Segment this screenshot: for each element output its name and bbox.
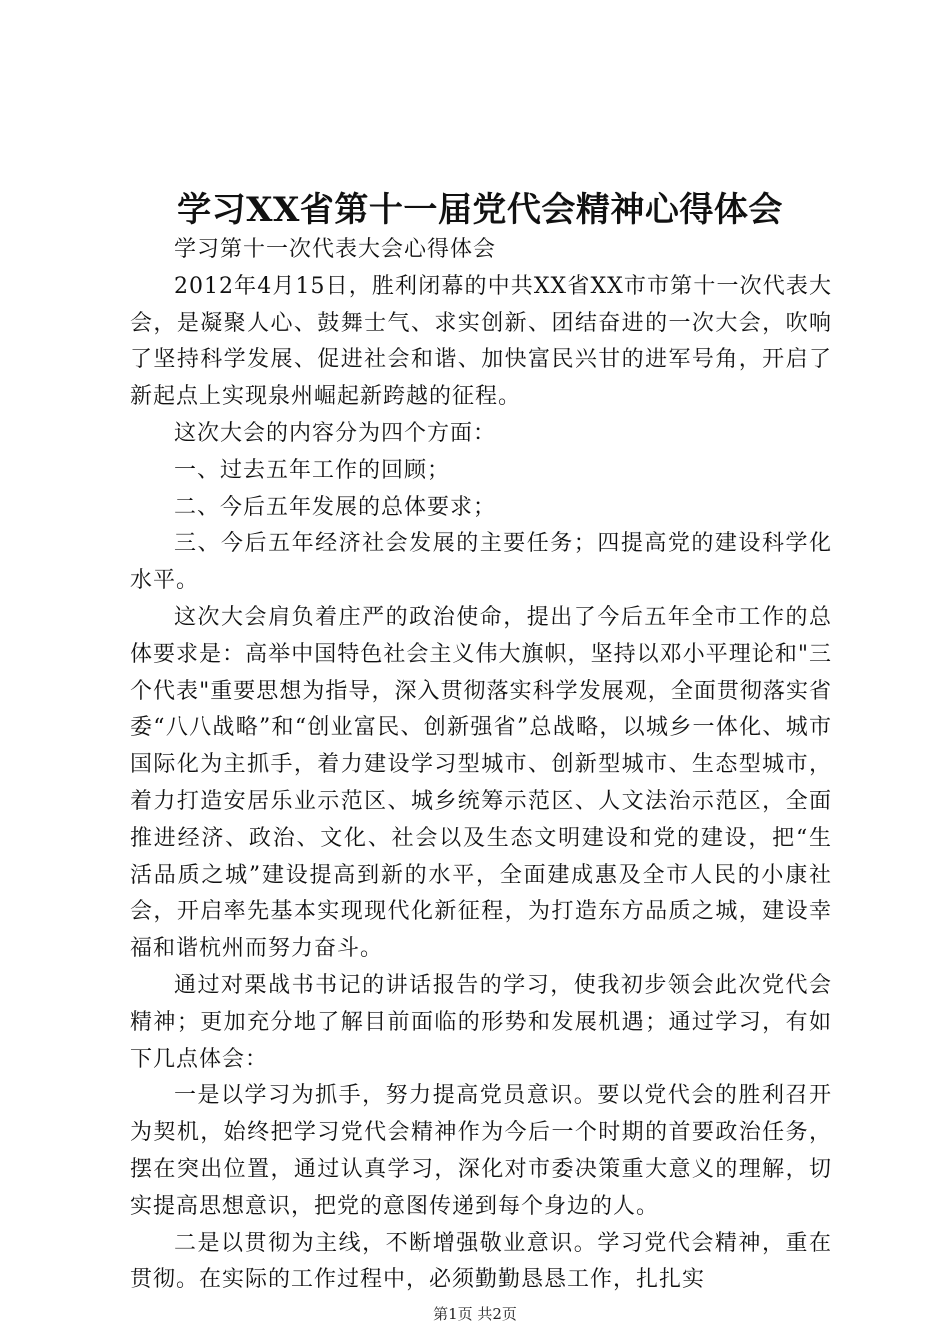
- list-item: 一、过去五年工作的回顾；: [174, 457, 451, 483]
- document-body: [130, 232, 832, 1299]
- list-item: 二、今后五年发展的总体要求；: [174, 494, 497, 520]
- body-paragraph: 2012年4月15日，胜利闭幕的中共XX省XX市市第十一次代表大会，是凝聚人心、鼓舞士气、求实创新、团结奋进的一次大会，吹响了坚持科学发展、促进社会和谐、加快富民兴甘的进军号角，开启了新起点上实现泉州崛起新跨越的征程。: [130, 273, 832, 410]
- page-footer: 第1页 共2页: [433, 1305, 517, 1323]
- body-paragraph: 这次大会肩负着庄严的政治使命，提出了今后五年全市工作的总体要求是：高举中国特色社会主义伟大旗帜，坚持以邓小平理论和"三个代表"重要思想为指导，深入贯彻落实科学发展观，全面贯彻落实省委“八八战略”和“创业富民、创新强省”总战略，以城乡一体化、城市国际化为主抓手，着力建设学习型城市、创新型城市、生态型城市，着力打造安居乐业示范区、城乡统筹示范区、人文法治示范区，全面推进经济、政治、文化、社会以及生态文明建设和党的建设，把“生活品质之城”建设提高到新的水平，全面建成惠及全市人民的小康社会，开启率先基本实现现代化新征程，为打造东方品质之城，建设幸福和谐杭州而努力奋斗。: [130, 604, 832, 962]
- body-paragraph: 这次大会的内容分为四个方面：: [174, 420, 497, 446]
- body-paragraph: 一是以学习为抓手，努力提高党员意识。要以党代会的胜利召开为契机，始终把学习党代会精神作为今后一个时期的首要政治任务，摆在突出位置，通过认真学习，深化对市委决策重大意义的理解，切实提高思想意识，把党的意图传递到每个身边的人。: [130, 1083, 832, 1219]
- body-paragraph: 通过对栗战书书记的讲话报告的学习，使我初步领会此次党代会精神；更加充分地了解目前面临的形势和发展机遇；通过学习，有如下几点体会：: [130, 972, 832, 1072]
- body-paragraph: 二是以贯彻为主线，不断增强敬业意识。学习党代会精神，重在贯彻。在实际的工作过程中，必须勤勤恳恳工作，扎扎实: [130, 1230, 832, 1293]
- list-item: 三、今后五年经济社会发展的主要任务；四提高党的建设科学化水平。: [130, 531, 832, 594]
- subtitle-paragraph: 学习第十一次代表大会心得体会: [174, 237, 497, 262]
- document-title: 学习XX省第十一届党代会精神心得体会: [177, 190, 783, 230]
